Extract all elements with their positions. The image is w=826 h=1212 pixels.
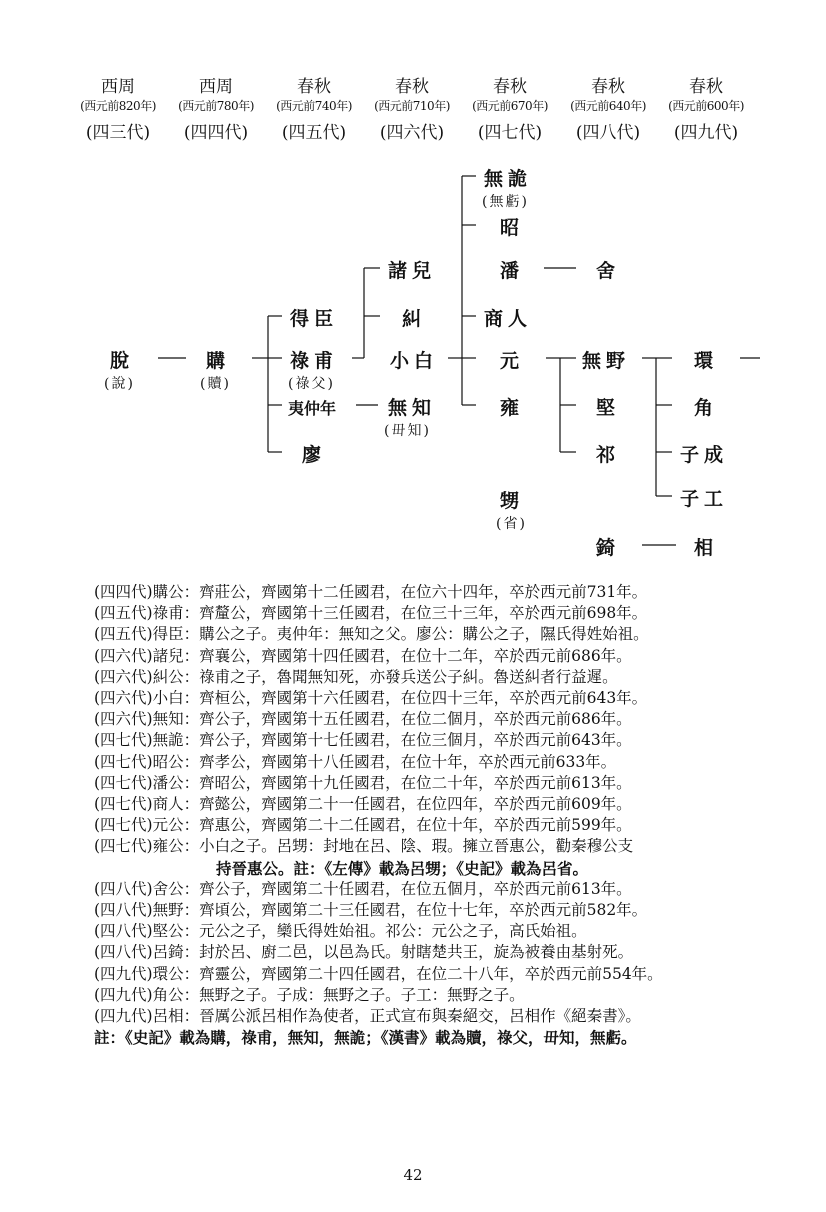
generation-label: (四五代) <box>281 123 347 143</box>
alias-wugui: (無虧) <box>482 194 529 210</box>
alias-lufu: (祿父) <box>288 376 335 392</box>
person-lufu: 祿甫 <box>290 350 339 372</box>
person-gou: 購 <box>206 350 231 372</box>
alias-sheng: (省) <box>496 516 527 532</box>
person-liao: 廖 <box>302 444 327 466</box>
note-line: (四七代)昭公：齊孝公，齊國第十八任國君，在位十年，卒於西元前633年。 <box>94 752 617 771</box>
year-label: (西元前600年) <box>668 99 744 113</box>
note-line: (四七代)商人：齊懿公，齊國第二十一任國君，在位四年，卒於西元前609年。 <box>94 795 632 814</box>
person-huan: 環 <box>694 350 719 372</box>
person-xiang: 相 <box>694 537 719 559</box>
note-line: (四六代)小白：齊桓公，齊國第十六任國君，在位四十三年，卒於西元前643年。 <box>94 689 648 708</box>
note-line: (四七代)潘公：齊昭公，齊國第十九任國君，在位二十年，卒於西元前613年。 <box>94 773 632 792</box>
note-line: (四五代)祿甫：齊釐公，齊國第十三任國君，在位三十三年，卒於西元前698年。 <box>94 604 648 623</box>
person-wugui: 無詭 <box>484 168 533 190</box>
person-dechen: 得臣 <box>290 308 339 330</box>
person-shangren: 商人 <box>484 308 533 330</box>
note-line: (四七代)元公：齊惠公，齊國第二十二任國君，在位十年，卒於西元前599年。 <box>94 816 632 835</box>
person-jiao: 角 <box>694 397 719 419</box>
year-label: (西元前670年) <box>472 99 548 113</box>
generation-label: (四六代) <box>379 123 445 143</box>
person-she: 舍 <box>596 260 621 282</box>
person-sheng: 甥 <box>500 490 525 512</box>
era-label: 春秋 <box>591 77 625 97</box>
person-xiaobai: 小白 <box>390 350 439 372</box>
person-wuzhi: 無知 <box>388 397 437 419</box>
note-line: (四八代)堅公：元公之子，欒氏得姓始祖。祁公：元公之子，高氏始祖。 <box>94 922 587 941</box>
year-label: (西元前780年) <box>178 99 254 113</box>
genealogy-notes <box>94 582 774 1048</box>
page-number: 42 <box>403 1166 423 1184</box>
person-pan: 潘 <box>500 260 525 282</box>
era-label: 西周 <box>101 77 135 97</box>
person-zigong: 子工 <box>680 488 729 510</box>
person-yuan: 元 <box>500 350 525 372</box>
note-line: (四六代)糾公：祿甫之子，魯聞無知死，亦發兵送公子糾。魯送糾者行益遲。 <box>94 667 618 686</box>
year-label: (西元前640年) <box>570 99 646 113</box>
note-line: (四七代)無詭：齊公子，齊國第十七任國君，在位三個月，卒於西元前643年。 <box>94 731 632 750</box>
person-tuo: 脫 <box>110 350 135 372</box>
note-line: (四九代)環公：齊靈公，齊國第二十四任國君，在位二十八年，卒於西元前554年。 <box>94 964 663 983</box>
footnote: 註：《史記》載為購，祿甫，無知，無詭；《漢書》載為贖，祿父，毌知，無虧。 <box>94 1028 637 1048</box>
year-label: (西元前740年) <box>276 99 352 113</box>
note-line: (四九代)角公：無野之子。子成：無野之子。子工：無野之子。 <box>94 985 525 1004</box>
note-line: (四六代)無知：齊公子，齊國第十五任國君，在位二個月，卒於西元前686年。 <box>94 710 632 729</box>
note-line: (四七代)雍公：小白之子。呂甥：封地在呂、陰、瑕。擁立晉惠公，勸秦穆公支 <box>94 837 634 856</box>
generation-label: (四三代) <box>85 123 151 143</box>
generation-label: (四九代) <box>673 123 739 143</box>
year-label: (西元前710年) <box>374 99 450 113</box>
person-zhuer: 諸兒 <box>388 260 437 282</box>
era-label: 西周 <box>199 77 233 97</box>
note-line: (四八代)舍公：齊公子，齊國第二十任國君，在位五個月，卒於西元前613年。 <box>94 879 632 898</box>
note-line: (四八代)無野：齊頃公，齊國第二十三任國君，在位十七年，卒於西元前582年。 <box>94 901 648 920</box>
note-line: (四九代)呂相：晉厲公派呂相作為使者，正式宣布與秦絕交，呂相作《絕秦書》。 <box>94 1007 641 1026</box>
person-yizhongnian: 夷仲年 <box>288 399 337 418</box>
era-label: 春秋 <box>493 77 527 97</box>
generation-label: (四四代) <box>183 123 249 143</box>
alias-gou: (贖) <box>200 376 231 392</box>
person-yong: 雍 <box>500 397 525 419</box>
generation-label: (四七代) <box>477 123 543 143</box>
person-wuye: 無野 <box>582 350 631 372</box>
note-line: (四八代)呂錡：封於呂、廚二邑，以邑為氏。射瞎楚共王，旋為被養由基射死。 <box>94 943 634 962</box>
person-jian: 堅 <box>596 397 621 419</box>
note-line: (四六代)諸兒：齊襄公，齊國第十四任國君，在位十二年，卒於西元前686年。 <box>94 646 632 665</box>
alias-wuzhi: (毌知) <box>384 423 431 439</box>
person-zhao: 昭 <box>500 217 525 239</box>
alias-tuo: (說) <box>104 376 135 392</box>
person-zicheng: 子成 <box>680 444 729 466</box>
note-line: (四五代)得臣：購公之子。夷仲年：無知之父。廖公：購公之子，隰氏得姓始祖。 <box>94 625 649 644</box>
era-label: 春秋 <box>395 77 429 97</box>
note-line-continued: 持晉惠公。註：《左傳》載為呂甥；《史記》載為呂省。 <box>216 858 589 878</box>
person-qi: 祁 <box>596 444 621 466</box>
person-yi: 錡 <box>596 537 621 559</box>
era-label: 春秋 <box>297 77 331 97</box>
era-label: 春秋 <box>689 77 723 97</box>
person-jiu: 糾 <box>402 308 427 330</box>
generation-label: (四八代) <box>575 123 641 143</box>
year-label: (西元前820年) <box>80 99 156 113</box>
note-line: (四四代)購公：齊莊公，齊國第十二任國君，在位六十四年，卒於西元前731年。 <box>94 583 648 601</box>
